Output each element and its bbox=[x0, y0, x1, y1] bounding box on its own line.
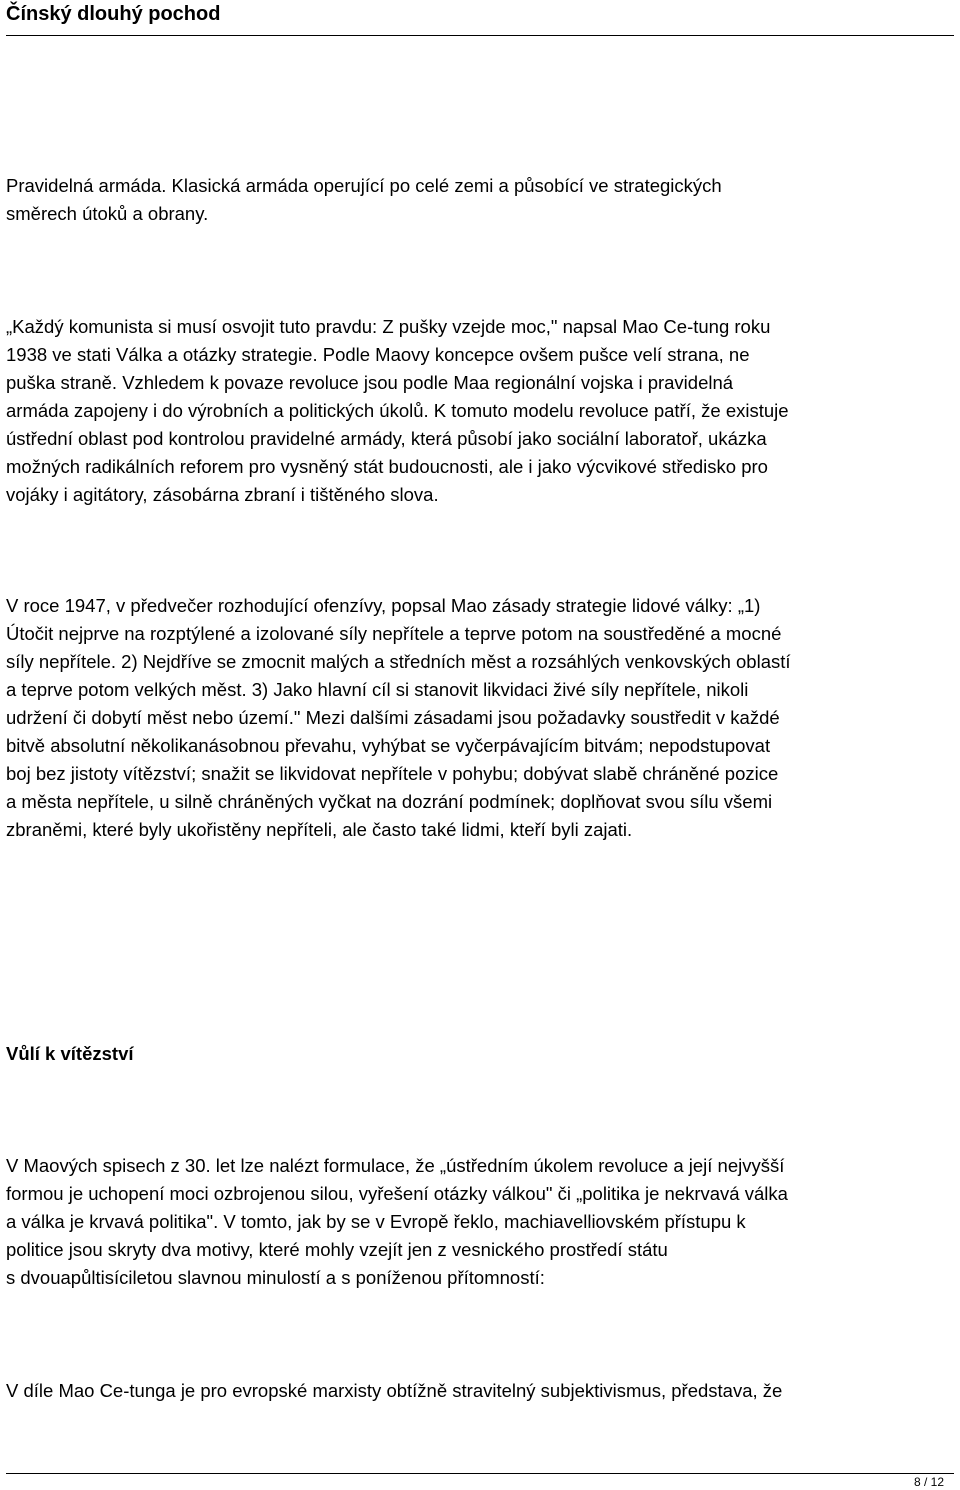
text-line: a teprve potom velkých měst. 3) Jako hlavní cíl si stanovit likvidaci živé síly nepřítele, nikoli bbox=[6, 679, 749, 700]
section-heading: Vůlí k vítězství bbox=[6, 1043, 134, 1064]
text-line: V díle Mao Ce-tunga je pro evropské marxisty obtížně stravitelný subjektivismus, představa, že bbox=[6, 1380, 783, 1401]
paragraph-strategy-1947 bbox=[6, 592, 954, 844]
text-line: a města nepřítele, u silně chráněných vyčkat na dozrání podmínek; doplňovat svou sílu všemi bbox=[6, 791, 773, 812]
text-line: a válka je krvavá politika". V tomto, jak by se v Evropě řeklo, machiavelliovském přístupu k bbox=[6, 1211, 746, 1232]
paragraph-mao-quote bbox=[6, 313, 954, 509]
text-line: puška straně. Vzhledem k povaze revoluce jsou podle Maa regionální vojska i pravidelná bbox=[6, 372, 734, 393]
header-divider bbox=[6, 35, 954, 36]
text-line: s dvouapůltisíciletou slavnou minulostí a s poníženou přítomností: bbox=[6, 1267, 545, 1288]
text-line: „Každý komunista si musí osvojit tuto pravdu: Z pušky vzejde moc," napsal Mao Ce-tung roku bbox=[6, 316, 771, 337]
text-line: udržení či dobytí měst nebo území." Mezi dalšími zásadami jsou požadavky soustředit v každé bbox=[6, 707, 780, 728]
paragraph-regular-army bbox=[6, 172, 954, 228]
document-title: Čínský dlouhý pochod bbox=[6, 3, 221, 25]
text-line: zbraněmi, které byly ukořistěny nepříteli, ale často také lidmi, kteří byli zajati. bbox=[6, 819, 633, 840]
text-line: vojáky i agitátory, zásobárna zbraní i tištěného slova. bbox=[6, 484, 439, 505]
paragraph-subjectivism bbox=[6, 1377, 954, 1405]
text-line: formou je uchopení moci ozbrojenou silou, vyřešení otázky válkou" či „politika je nekrvavá válka bbox=[6, 1183, 788, 1204]
footer-divider bbox=[6, 1473, 954, 1474]
text-line: V roce 1947, v předvečer rozhodující ofenzívy, popsal Mao zásady strategie lidové války: „1) bbox=[6, 595, 761, 616]
paragraph-maos-writings bbox=[6, 1152, 954, 1292]
text-line: možných radikálních reforem pro vysněný stát budoucnosti, ale i jako výcvikové středisko pro bbox=[6, 456, 768, 477]
text-line: V Maových spisech z 30. let lze nalézt formulace, že „ústředním úkolem revoluce a její nejvyšší bbox=[6, 1155, 785, 1176]
text-line: ústřední oblast pod kontrolou pravidelné armády, která působí jako sociální laboratoř, ukázka bbox=[6, 428, 767, 449]
text-line: politice jsou skryty dva motivy, které mohly vzejít jen z vesnického prostředí státu bbox=[6, 1239, 668, 1260]
page-number: 8 / 12 bbox=[913, 1475, 944, 1489]
text-line: 1938 ve stati Válka a otázky strategie. Podle Maovy koncepce ovšem pušce velí strana, ne bbox=[6, 344, 750, 365]
text-line: armáda zapojeny i do výrobních a politických úkolů. K tomuto modelu revoluce patří, že existuje bbox=[6, 400, 789, 421]
text-line: Pravidelná armáda. Klasická armáda operující po celé zemi a působící ve strategických bbox=[6, 175, 722, 196]
text-line: boj bez jistoty vítězství; snažit se likvidovat nepřítele v pohybu; dobývat slabě chráněné pozice bbox=[6, 763, 779, 784]
text-line: Útočit nejprve na rozptýlené a izolované síly nepřítele a teprve potom na soustředěné a mocné bbox=[6, 623, 782, 644]
text-line: směrech útoků a obrany. bbox=[6, 203, 209, 224]
text-line: síly nepřítele. 2) Nejdříve se zmocnit malých a středních měst a rozsáhlých venkovských oblastí bbox=[6, 651, 791, 672]
text-line: bitvě absolutní několikanásobnou převahu, vyhýbat se vyčerpávajícím bitvám; nepodstupovat bbox=[6, 735, 771, 756]
